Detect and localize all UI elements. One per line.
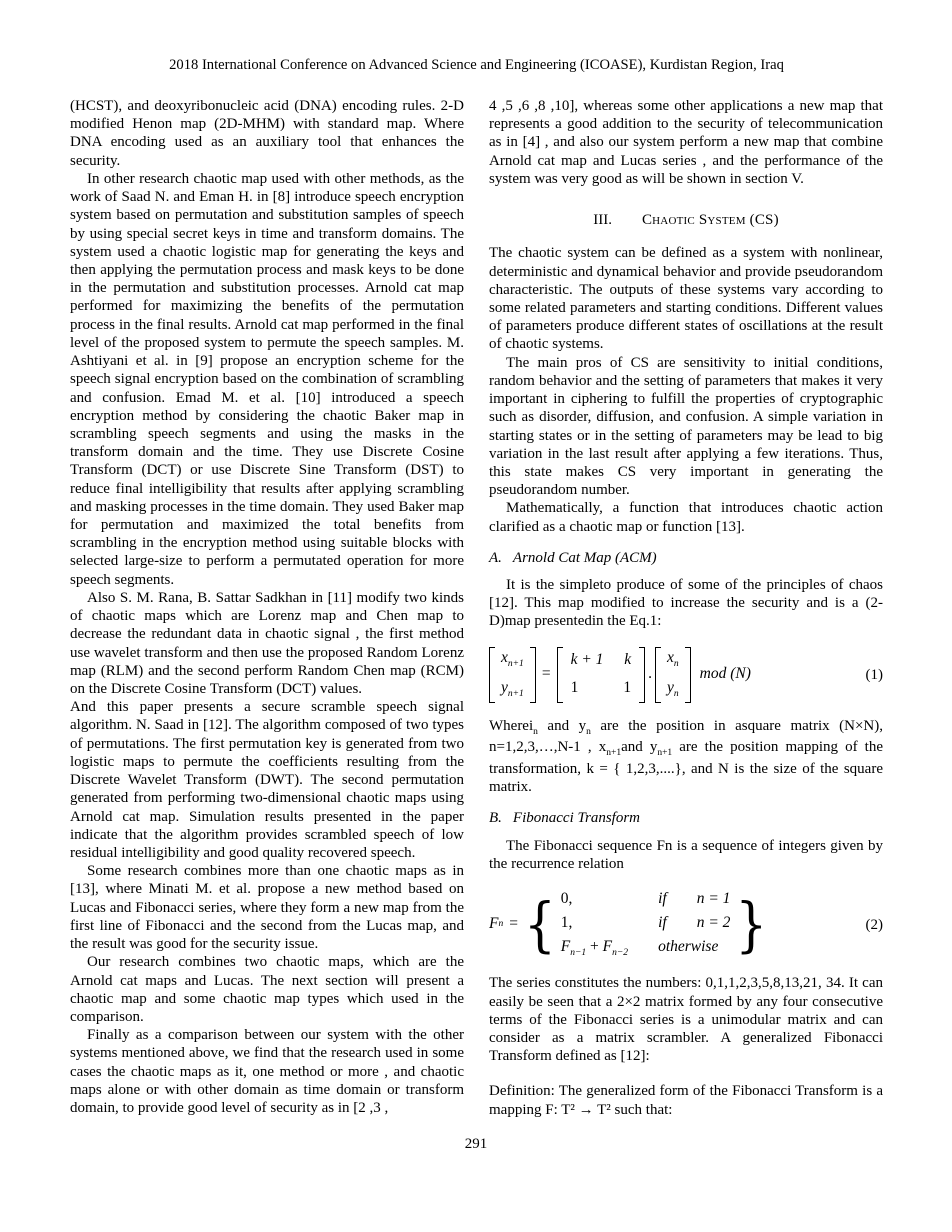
section-heading-chaotic-system — [489, 211, 883, 229]
subsection-heading-acm — [489, 549, 883, 567]
paragraph — [489, 717, 883, 797]
paragraph: And this paper presents a secure scramble speech signal algorithm. N. Saad in [12]. The algorithm composed of two types of permutations. The first permutation key is generated from two logistic maps to permute the coefficients resulting from the Discrete Wavelet Transform (DWT). The second permutation generated from performing two-dimensional chaotic maps using Arnold cat map. Simulation results presented in the paper indicate that the algorithm provides scrambled speech of low residual intelligibility and good quality recovered speech. — [70, 699, 464, 861]
paragraph: The chaotic system can be defined as a system with nonlinear, deterministic and dynamical behavior and provide pseudorandom characteristic. The outputs of these systems vary according to some related parameters and starting conditions. Different values of parameters produce different states of oscillations at the result of chaotic systems. — [489, 245, 883, 353]
paragraph: Our research combines two chaotic maps, which are the Arnold cat maps and Lucas. The next section will present a chaotic map and some chaotic map types which used in the comparison. — [70, 954, 464, 1025]
conference-header: 2018 International Conference on Advanced Science and Engineering (ICOASE), Kurdistan Region, Iraq — [169, 57, 784, 73]
paragraph: Mathematically, a function that introduces chaotic action clarified as a chaotic map or function [13]. — [489, 500, 883, 535]
left-curly-brace: { — [523, 890, 556, 959]
vector-element — [501, 649, 524, 671]
section-title: Chaotic System (CS) — [641, 212, 779, 229]
case-condition: if — [658, 890, 667, 908]
matrix-cell: 1 — [623, 679, 632, 697]
two-column-body — [70, 97, 883, 1119]
vector-element — [667, 679, 679, 701]
page-number: 291 — [464, 1136, 488, 1152]
matrix-cell: k + 1 — [570, 651, 604, 669]
inline-subscript: n — [533, 726, 538, 737]
vector-element — [501, 679, 524, 701]
text-segment: and y — [621, 739, 658, 756]
subsection-heading-fibonacci — [489, 809, 883, 827]
math-subscript: n−2 — [612, 947, 629, 958]
inline-subscript: n+1 — [606, 748, 622, 759]
equals-sign: = — [509, 915, 518, 933]
subsection-title: Arnold Cat Map (ACM) — [512, 549, 657, 566]
math-symbol: x — [667, 648, 674, 666]
paragraph: Also S. M. Rana, B. Sattar Sadkhan in [11] modify two kinds of chaotic maps which are Lorenz map and Chen map to decrease the redundant data in chaotic signal , the first method use wavelet transform and then use the proposed Random Lorenz map (RLM) and the second perform Random Chen map (RCM) on the Discrete Cosine Transform (DCT) values. — [70, 589, 464, 697]
right-bracket — [639, 647, 645, 703]
paragraph: Finally as a comparison between our system with the other systems mentioned above, we find that the research used in some cases the chaotic maps as it, one method or more , and chaotic maps alone or with other domain as time domain or transform domain, to provide good level of security as in [2 ,3 , — [70, 1027, 464, 1117]
math-subscript: n — [498, 918, 504, 929]
equation-1-body — [489, 646, 751, 704]
paragraph: It is the simpleto produce of some of the principles of chaos [12]. This map modified to increase the security and is a (2-D)map presentedin the Eq.1: — [489, 577, 883, 630]
math-symbol: y — [667, 679, 674, 697]
piecewise-cases — [561, 890, 731, 959]
paragraph: The main pros of CS are sensitivity to initial conditions, random behavior and the setting of parameters that makes it very important in ciphering to fulfill the properties of cryptographic such as disorder, diffusion, and confusion. A simple variation in starting states or in the setting of parameters may be lead to big variation in the last result after applying a few iterations. Thus, this state makes CS very important in generating the pseudorandom number. — [489, 354, 883, 499]
subsection-number: A. — [489, 549, 502, 566]
paragraph: (HCST), and deoxyribonucleic acid (DNA) encoding rules. 2-D modified Henon map (2D-MHM) with standard map. Where DNA encoding used as an auxiliary tool that enhances the security. — [70, 98, 464, 169]
left-column — [70, 97, 464, 1119]
case-value — [561, 938, 628, 960]
paragraph: Some research combines more than one chaotic maps as in [13], where Minati M. et al. propose a new method based on Lucas and Fibonacci series, where they form a new map from the first line of Fibonacci and the second from the Lucas map, and the result was good for the security issue. — [70, 863, 464, 953]
math-subscript: n−1 — [570, 947, 587, 958]
equals-sign: = — [541, 665, 551, 683]
state-vector-next — [497, 646, 528, 704]
equation-2-lhs — [489, 915, 524, 934]
vector-element — [667, 649, 679, 671]
equation-number: (1) — [865, 666, 883, 683]
left-bracket — [655, 647, 661, 703]
left-bracket — [557, 647, 563, 703]
case-expression: n = 2 — [696, 913, 731, 931]
right-curly-brace: } — [735, 890, 768, 959]
paragraph: The series constitutes the numbers: 0,1,1,2,3,5,8,13,21, 34. It can easily be seen that a 2×2 matrix formed by any four consecutive terms of the Fibonacci series is a unimodular matrix and can consider as a matrix scrambler. A generalized Fibonacci Transform defined as [12]: — [489, 975, 883, 1065]
math-subscript: n+1 — [507, 658, 524, 669]
paragraph: Definition: The generalized form of the Fibonacci Transform is a mapping F: T² → T² such that: — [489, 1083, 883, 1118]
paragraph: The Fibonacci sequence Fn is a sequence of integers given by the recurrence relation — [489, 837, 883, 872]
text-segment: Wherei — [489, 717, 534, 734]
math-subscript: n+1 — [507, 689, 524, 700]
left-bracket — [489, 647, 495, 703]
right-bracket — [530, 647, 536, 703]
case-condition: otherwise — [658, 937, 719, 955]
right-bracket — [685, 647, 691, 703]
math-subscript: n — [673, 689, 679, 700]
case-expression: n = 1 — [696, 890, 731, 908]
plus-sign: + — [590, 937, 599, 955]
math-symbol: F — [489, 915, 499, 933]
matrix-cell: 1 — [570, 679, 579, 697]
text-segment: are the position in asquare matrix (N×N), n=1,2,3,…,N-1 , x — [489, 717, 883, 756]
matrix-cell: k — [624, 651, 632, 669]
math-subscript: n — [673, 658, 679, 669]
case-value: 1, — [560, 913, 573, 931]
math-symbol: x — [501, 648, 508, 666]
coefficient-matrix — [565, 648, 638, 701]
state-vector-current — [663, 646, 683, 704]
inline-subscript: n — [586, 726, 591, 737]
inline-subscript: n+1 — [657, 748, 673, 759]
equation-2 — [489, 888, 883, 961]
right-column — [489, 97, 883, 1119]
subsection-title: Fibonacci Transform — [512, 810, 641, 827]
multiply-dot: . — [648, 665, 653, 683]
case-value: 0, — [560, 890, 573, 908]
equation-1 — [489, 646, 883, 704]
case-condition: if — [658, 913, 667, 931]
math-symbol: F — [602, 937, 613, 955]
equation-number: (2) — [865, 916, 883, 933]
paragraph: In other research chaotic map used with other methods, as the work of Saad N. and Eman H. in [8] introduce speech encryption system based on permutation and substitution samples of speech by using special secret keys in time and transform domains. The system used a chaotic logistic map for generating the keys and then applying the permutation process and mask keys to be done in the permutation and substitution processes. Arnold cat map performed for maximizing the benefits of the permutation process in the final results. Arnold cat map performed in the final level of the proposed system to permute the speech samples. M. Ashtiyani et al. in [9] propose an encryption scheme for the speech signal encryption based on the combination of scrambling and confusion. Emad M. et al. [10] introduced a speech encryption method by considering the chaotic Baker map in scrambling speech segments and using the masks in the transform domain and the time. They use Discrete Cosine Transform (DCT) or use Discrete Sine Transform (DST) to reduce final intelligibility that results after applying scrambling and masking processes in the time domain. They used Baker map for permutation and maximized the total benefits from scrambling in the encryption method using suitable blocks with selected large-size to perform a permutated operation for more speech segments. — [70, 170, 464, 588]
paragraph: 4 ,5 ,6 ,8 ,10], whereas some other applications a new map that represents a good addition to the security of telecommunication as in [4] , and also our system perform a new map that combine Arnold cat map and Lucas series , and the performance of the system was very good as will be shown in section V. — [489, 98, 883, 187]
text-segment: and y — [537, 717, 587, 734]
subsection-number: B. — [489, 810, 502, 827]
math-symbol: y — [501, 679, 508, 697]
text-segment: are the position mapping of the transformation, k = { 1,2,3,....}, and N is the size of the square matrix. — [489, 739, 883, 796]
section-number: III. — [593, 212, 612, 229]
mod-operator: mod (N) — [699, 665, 751, 683]
math-symbol: F — [560, 937, 571, 955]
